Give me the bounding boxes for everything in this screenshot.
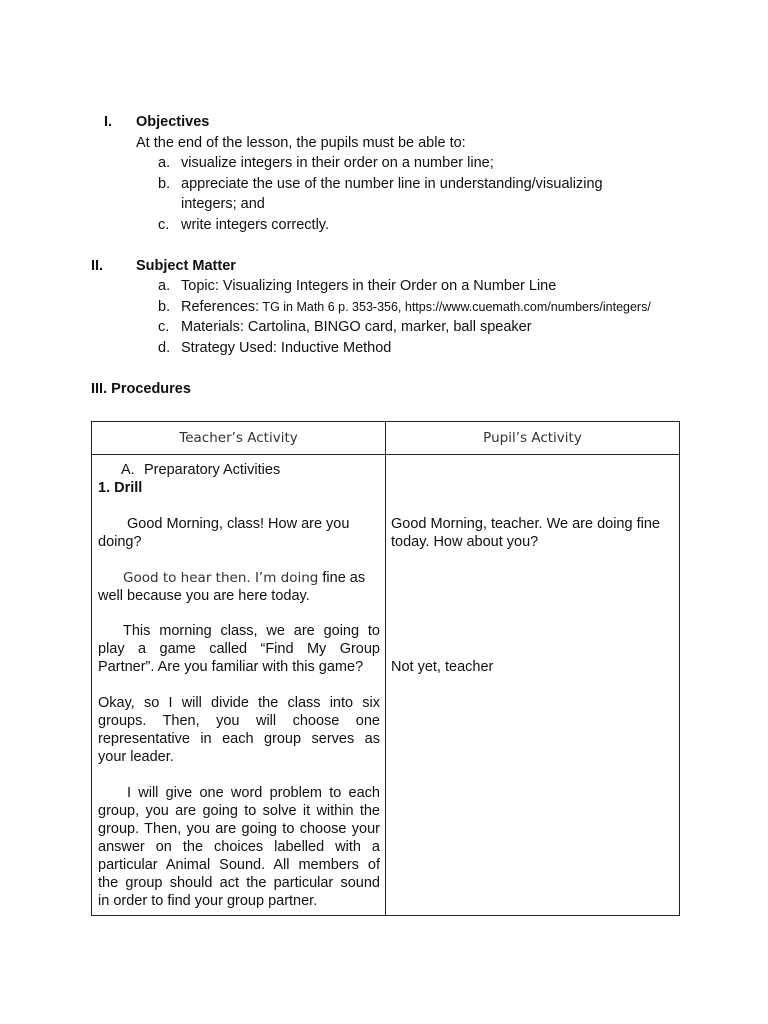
subject-matter-heading: Subject Matter (136, 258, 236, 274)
teacher-reply-line1 (123, 569, 405, 588)
teacher-groups-line4: your leader. (98, 749, 174, 765)
objectives-intro: At the end of the lesson, the pupils must be able to: (136, 135, 466, 151)
subject-references (181, 298, 651, 317)
teacher-activity-cell (92, 455, 386, 916)
teacher-greeting-line1: Good Morning, class! How are you (127, 516, 350, 532)
procedures-table-header-row (92, 422, 680, 455)
subject-materials: Materials: Cartolina, BINGO card, marker, ball speaker (181, 319, 532, 335)
subject-c-marker: c. (158, 319, 170, 335)
pupil-greeting-line1: Good Morning, teacher. We are doing fine (391, 516, 660, 532)
objective-b-text-line1: appreciate the use of the number line in understanding/visualizing (181, 176, 603, 192)
prep-marker: A. (121, 462, 135, 478)
pupil-game-answer: Not yet, teacher (391, 659, 494, 675)
subject-strategy: Strategy Used: Inductive Method (181, 340, 392, 356)
subject-b-marker: b. (158, 299, 171, 315)
teacher-reply-part-a: Good to hear then. I’m doing (123, 570, 319, 586)
teacher-reply-part-b: fine as (318, 570, 366, 586)
subject-matter-numeral: II. (91, 258, 104, 274)
teacher-game-line2: play a game called “Find My Group (98, 641, 380, 657)
objectives-numeral: I. (104, 114, 113, 130)
objective-a-text: visualize integers in their order on a number line; (181, 155, 494, 171)
teacher-problem-line3: group. Then, you are going to choose your (98, 821, 380, 837)
drill-heading: 1. Drill (98, 480, 143, 496)
teacher-activity-header: Teacher’s Activity (92, 422, 386, 455)
objective-c-marker: c. (158, 217, 170, 233)
subject-d-marker: d. (158, 340, 171, 356)
procedures-table (91, 421, 680, 916)
pupil-greeting-line2: today. How about you? (391, 534, 539, 550)
subject-a-marker: a. (158, 278, 171, 294)
teacher-problem-line5: particular Animal Sound. All members of (98, 857, 380, 873)
pupil-activity-header: Pupil’s Activity (386, 422, 680, 455)
teacher-greeting-line2: doing? (98, 534, 142, 550)
pupil-activity-cell (386, 455, 680, 916)
teacher-problem-line6: the group should act the particular sound (98, 875, 380, 891)
objective-b-marker: b. (158, 176, 171, 192)
procedures-table-row (92, 455, 680, 916)
teacher-problem-line4: answer on the choices labelled with a (98, 839, 380, 855)
teacher-problem-line2: group, you are going to solve it within the (98, 803, 380, 819)
subject-topic: Topic: Visualizing Integers in their Order on a Number Line (181, 278, 557, 294)
teacher-groups-line3: representative in each group serves as (98, 731, 380, 747)
objectives-heading: Objectives (136, 114, 210, 130)
teacher-problem-line7: in order to find your group partner. (98, 893, 318, 909)
teacher-reply-line2: well because you are here today. (98, 588, 310, 604)
teacher-game-line3: Partner”. Are you familiar with this game? (98, 659, 364, 675)
teacher-groups-line2: groups. Then, you will choose one (98, 713, 380, 729)
procedures-heading: III. Procedures (91, 381, 191, 397)
subject-references-label: References: (181, 299, 260, 315)
objective-b-text-line2: integers; and (181, 196, 265, 212)
objective-c-text: write integers correctly. (181, 217, 329, 233)
objective-a-marker: a. (158, 155, 171, 171)
teacher-groups-line1: Okay, so I will divide the class into six (98, 695, 380, 711)
teacher-problem-line1: I will give one word problem to each (127, 785, 380, 801)
teacher-game-line1: This morning class, we are going to (123, 623, 380, 639)
prep-title: Preparatory Activities (144, 462, 281, 478)
subject-references-detail: TG in Math 6 p. 353-356, https://www.cuemath.com/numbers/integers/ (259, 300, 651, 314)
